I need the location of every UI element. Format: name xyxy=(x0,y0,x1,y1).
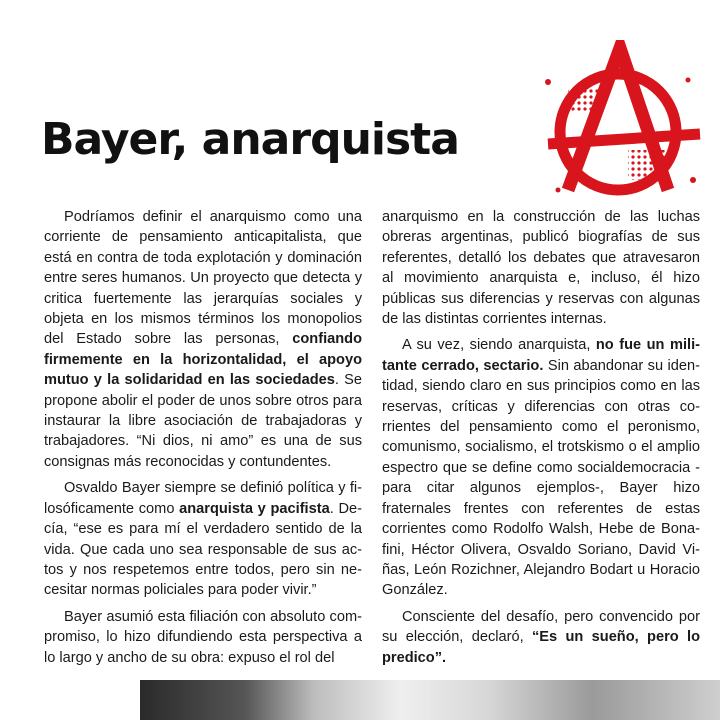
paragraph: Osvaldo Bayer siempre se definió política y filosóficamente como anarquista y pacifista. Decía, “ese es para mí el verdadero sentido de la vida. Que cada uno sea responsable de sus actos y nos respetemos entre todos, pero sin necesitar normas policiales para poder vivir.” xyxy=(44,480,362,599)
bold-phrase: no fue un militante cerrado, sectario. xyxy=(382,337,700,374)
paragraph: anarquismo en la construcción de las luchas obreras argentinas, publicó biografías de sus referentes, detalló los debates que atravesaron al movimiento anarquista e, incluso, él hizo públicas sus diferencias y reservas con algunas de las distintas corrientes internas. xyxy=(382,209,700,328)
bold-phrase: anarquista y pacifista xyxy=(179,500,330,517)
paragraph: Bayer asumió esta filiación con absoluto compromiso, lo hizo difundiendo esta perspectiva a lo largo y ancho de su obra: expuso el rol del xyxy=(44,608,362,666)
paragraph: Podríamos definir el anarquismo como una corriente de pensamiento anticapitalista, que está en contra de toda explotación y dominación entre seres humanos. Un proyecto que detecta y critica fuertemente las jerarquías sociales y objeta en los mismos términos los monopolios del Estado sobre las personas, confiando firmemente en la horizontalidad, el apoyo mutuo y la solidaridad en las sociedades. Se propone abolir el poder de unos sobre otros para instaurar la libre asociación de trabajadoras y trabajadores. “Ni dios, ni amo” es una de sus consignas más reconocidas y contundentes. xyxy=(44,209,363,470)
paragraph: A su vez, siendo anarquista, no fue un militante cerrado, sectario. Sin abandonar su identidad, siendo claro en sus principios como en las reservas, críticas y diferencias con otras corrientes del pensamiento como el peronismo, comunismo, socialismo, el trotskismo o el amplio espectro que se define como socialdemocracia -para citar algunos ejemplos-, Bayer hizo fraternales frentes con referentes de estas corrientes como Rodolfo Walsh, Hebe de Bonafini, Héctor Olivera, Osvaldo Soriano, David Viñas, León Rozichner, Alejandro Bodart u Horacio González. xyxy=(382,337,700,599)
photo-strip xyxy=(140,680,720,720)
left-column xyxy=(44,207,362,674)
anarchy-symbol-icon xyxy=(528,40,708,210)
bold-phrase: “Es un sueño, pero lo predico”. xyxy=(382,629,700,666)
paragraph: Consciente del desafío, pero convencido por su elección, declaró, “Es un sueño, pero lo predico”. xyxy=(382,608,700,666)
right-column xyxy=(382,207,700,674)
article-title: Bayer, anarquista xyxy=(41,114,459,165)
bold-phrase: confiando firmemente en la horizontalidad, el apoyo mutuo y la solidaridad en las sociedades xyxy=(44,331,362,389)
